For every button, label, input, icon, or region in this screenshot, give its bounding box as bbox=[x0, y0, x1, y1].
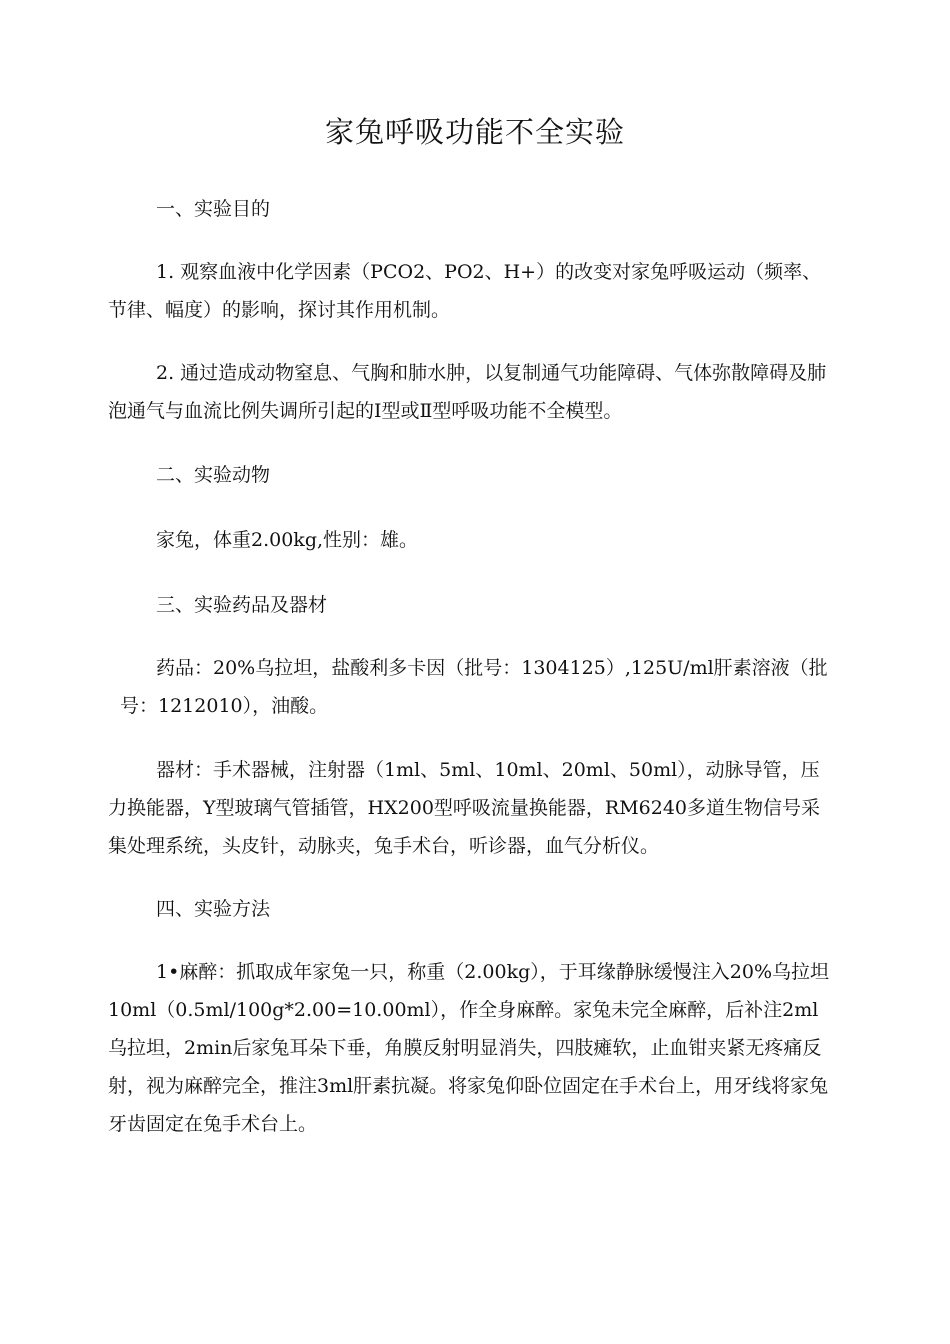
paragraph-purpose-1: 1. 观察血液中化学因素（PCO2、PO2、H+）的改变对家兔呼吸运动（频率、节律、幅度）的影响，探讨其作用机制。 bbox=[108, 261, 822, 321]
paragraph-anesthesia: 1•麻醉：抓取成年家兔一只，称重（2.00kg），于耳缘静脉缓慢注入20%乌拉坦10ml（0.5ml/100g*2.00=10.00ml），作全身麻醉。家兔未完全麻醉，后补注2ml乌拉坦，2min后家兔耳朵下垂，角膜反射明显消失，四肢瘫软，止血钳夹紧无疼痛反射，视为麻醉完全，推注3ml肝素抗凝。将家兔仰卧位固定在手术台上，用牙线将家兔牙齿固定在兔手术台上。 bbox=[108, 961, 830, 1135]
document-title: 家兔呼吸功能不全实验 bbox=[324, 115, 625, 149]
paragraph-animal: 家兔，体重2.00kg,性别：雄。 bbox=[156, 529, 419, 551]
section-heading-materials: 三、实验药品及器材 bbox=[156, 594, 328, 616]
paragraph-purpose-2: 2. 通过造成动物窒息、气胸和肺水肿，以复制通气功能障碍、气体弥散障碍及肺泡通气与血流比例失调所引起的Ⅰ型或Ⅱ型呼吸功能不全模型。 bbox=[108, 362, 827, 422]
paragraph-equipment: 器材：手术器械，注射器（1ml、5ml、10ml、20ml、50ml），动脉导管，压力换能器，Y型玻璃气管插管，HX200型呼吸流量换能器，RM6240多道生物信号采集处理系统，头皮针，动脉夹，兔手术台，听诊器，血气分析仪。 bbox=[108, 759, 821, 857]
paragraph-drugs bbox=[108, 649, 836, 725]
paragraph-drugs-line-1: 药品：20%乌拉坦，盐酸利多卡因（批号：1304125）,125U/ml肝素溶液（批 bbox=[156, 657, 828, 679]
section-heading-animal: 二、实验动物 bbox=[156, 464, 271, 486]
section-heading-purpose: 一、实验目的 bbox=[156, 198, 271, 220]
section-heading-methods: 四、实验方法 bbox=[156, 898, 271, 920]
paragraph-drugs-line-2: 号：1212010），油酸。 bbox=[120, 695, 329, 717]
